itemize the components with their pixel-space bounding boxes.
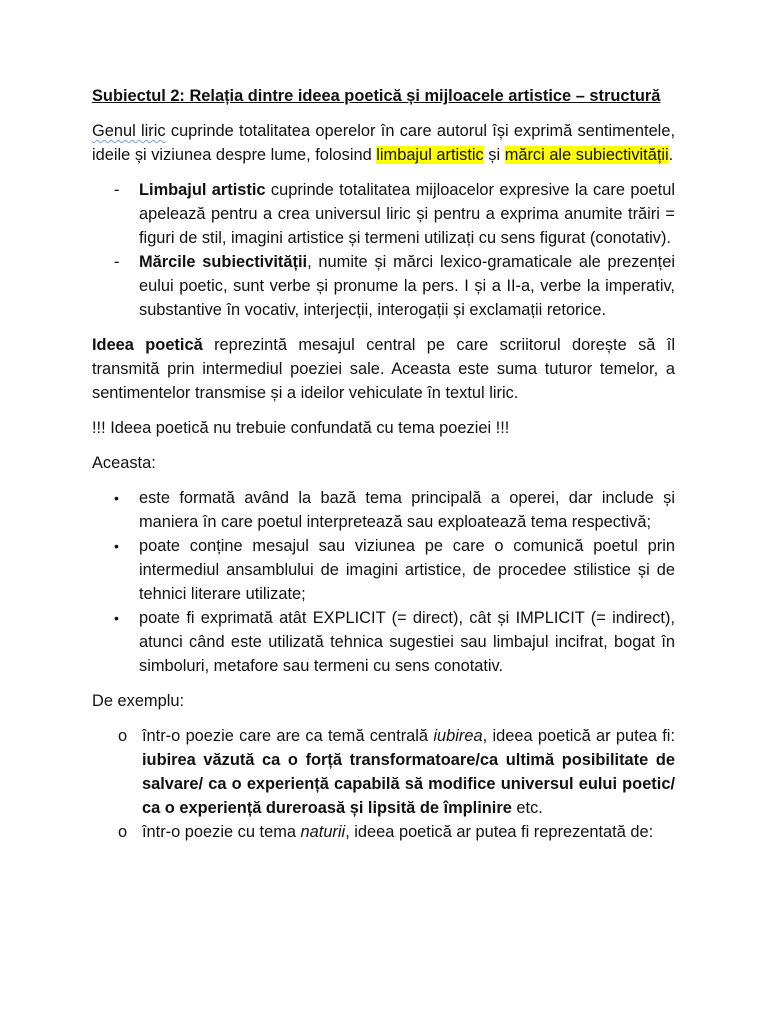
page-title: Subiectul 2: Relația dintre ideea poetică și mijloacele artistice – structură	[92, 87, 661, 105]
bullet-list	[92, 486, 675, 678]
de-exemplu-label: De exemplu:	[92, 692, 185, 710]
ideea-paragraph: Ideea poetică reprezintă mesajul central pe care scriitorul dorește să îl transmită prin intermediul poeziei sale. Aceasta este suma tuturor temelor, a sentimentelor transmise și a ideilor vehiculate în textul liric.	[92, 336, 675, 402]
dash-marker: -	[114, 253, 120, 271]
bullet-marker: •	[114, 538, 119, 554]
highlight-limbajul-artistic: limbajul artistic	[376, 146, 484, 164]
dash-list	[92, 178, 675, 322]
list-item: - Mărcile subiectivității, numite și mărci lexico-gramaticale ale prezenței eului poetic, sunt verbe și pronume la pers. I și a II-a, verbe la imperativ, substantive în vocativ, interjecții, interogații și exclamații retorice.	[92, 250, 675, 322]
example-list	[92, 724, 675, 844]
list-item: o într-o poezie care are ca temă centrală iubirea, ideea poetică ar putea fi: iubirea văzută ca o forță transformatoare/ca ultimă posibilitate de salvare/ ca o experiență capabilă să modifice universul eului poetic/ ca o experiență dureroasă și lipsită de împlinire etc.	[92, 724, 675, 820]
list-item: - Limbajul artistic cuprinde totalitatea mijloacelor expresive la care poetul apelează pentru a crea universul liric și pentru a exprima anumite trăiri = figuri de stil, imagini artistice și termeni utilizați cu sens figurat (conotativ).	[92, 178, 675, 250]
warning-line: !!! Ideea poetică nu trebuie confundată cu tema poeziei !!!	[92, 419, 510, 437]
bullet-marker: •	[114, 490, 119, 506]
dash-marker: -	[114, 181, 120, 199]
list-item: • poate conține mesajul sau viziunea pe care o comunică poetul prin intermediul ansamblului de imagini artistice, de procedee stilistice și de tehnici literare utilizate;	[92, 534, 675, 606]
circle-marker: o	[118, 727, 128, 745]
intro-paragraph: Genul liric cuprinde totalitatea operelor în care autorul își exprimă sentimentele, ideile și viziunea despre lume, folosind limbajul artistic și mărci ale subiectivității.	[92, 122, 675, 164]
circle-marker: o	[118, 823, 128, 841]
bullet-marker: •	[114, 610, 119, 626]
list-item: o într-o poezie cu tema naturii, ideea poetică ar putea fi reprezentată de:	[92, 820, 675, 844]
spellcheck-term: Genul liric	[92, 122, 166, 140]
list-item: • este formată având la bază tema principală a operei, dar include și maniera în care poetul interpretează sau exploatează tema respectivă;	[92, 486, 675, 534]
list-item: • poate fi exprimată atât EXPLICIT (= direct), cât și IMPLICIT (= indirect), atunci când este utilizată tehnica sugestiei sau limbajul incifrat, bogat în simboluri, metafore sau termeni cu sens conotativ.	[92, 606, 675, 678]
aceasta-label: Aceasta:	[92, 454, 156, 472]
highlight-marci-subiectivitatii: mărci ale subiectivității	[504, 146, 669, 164]
